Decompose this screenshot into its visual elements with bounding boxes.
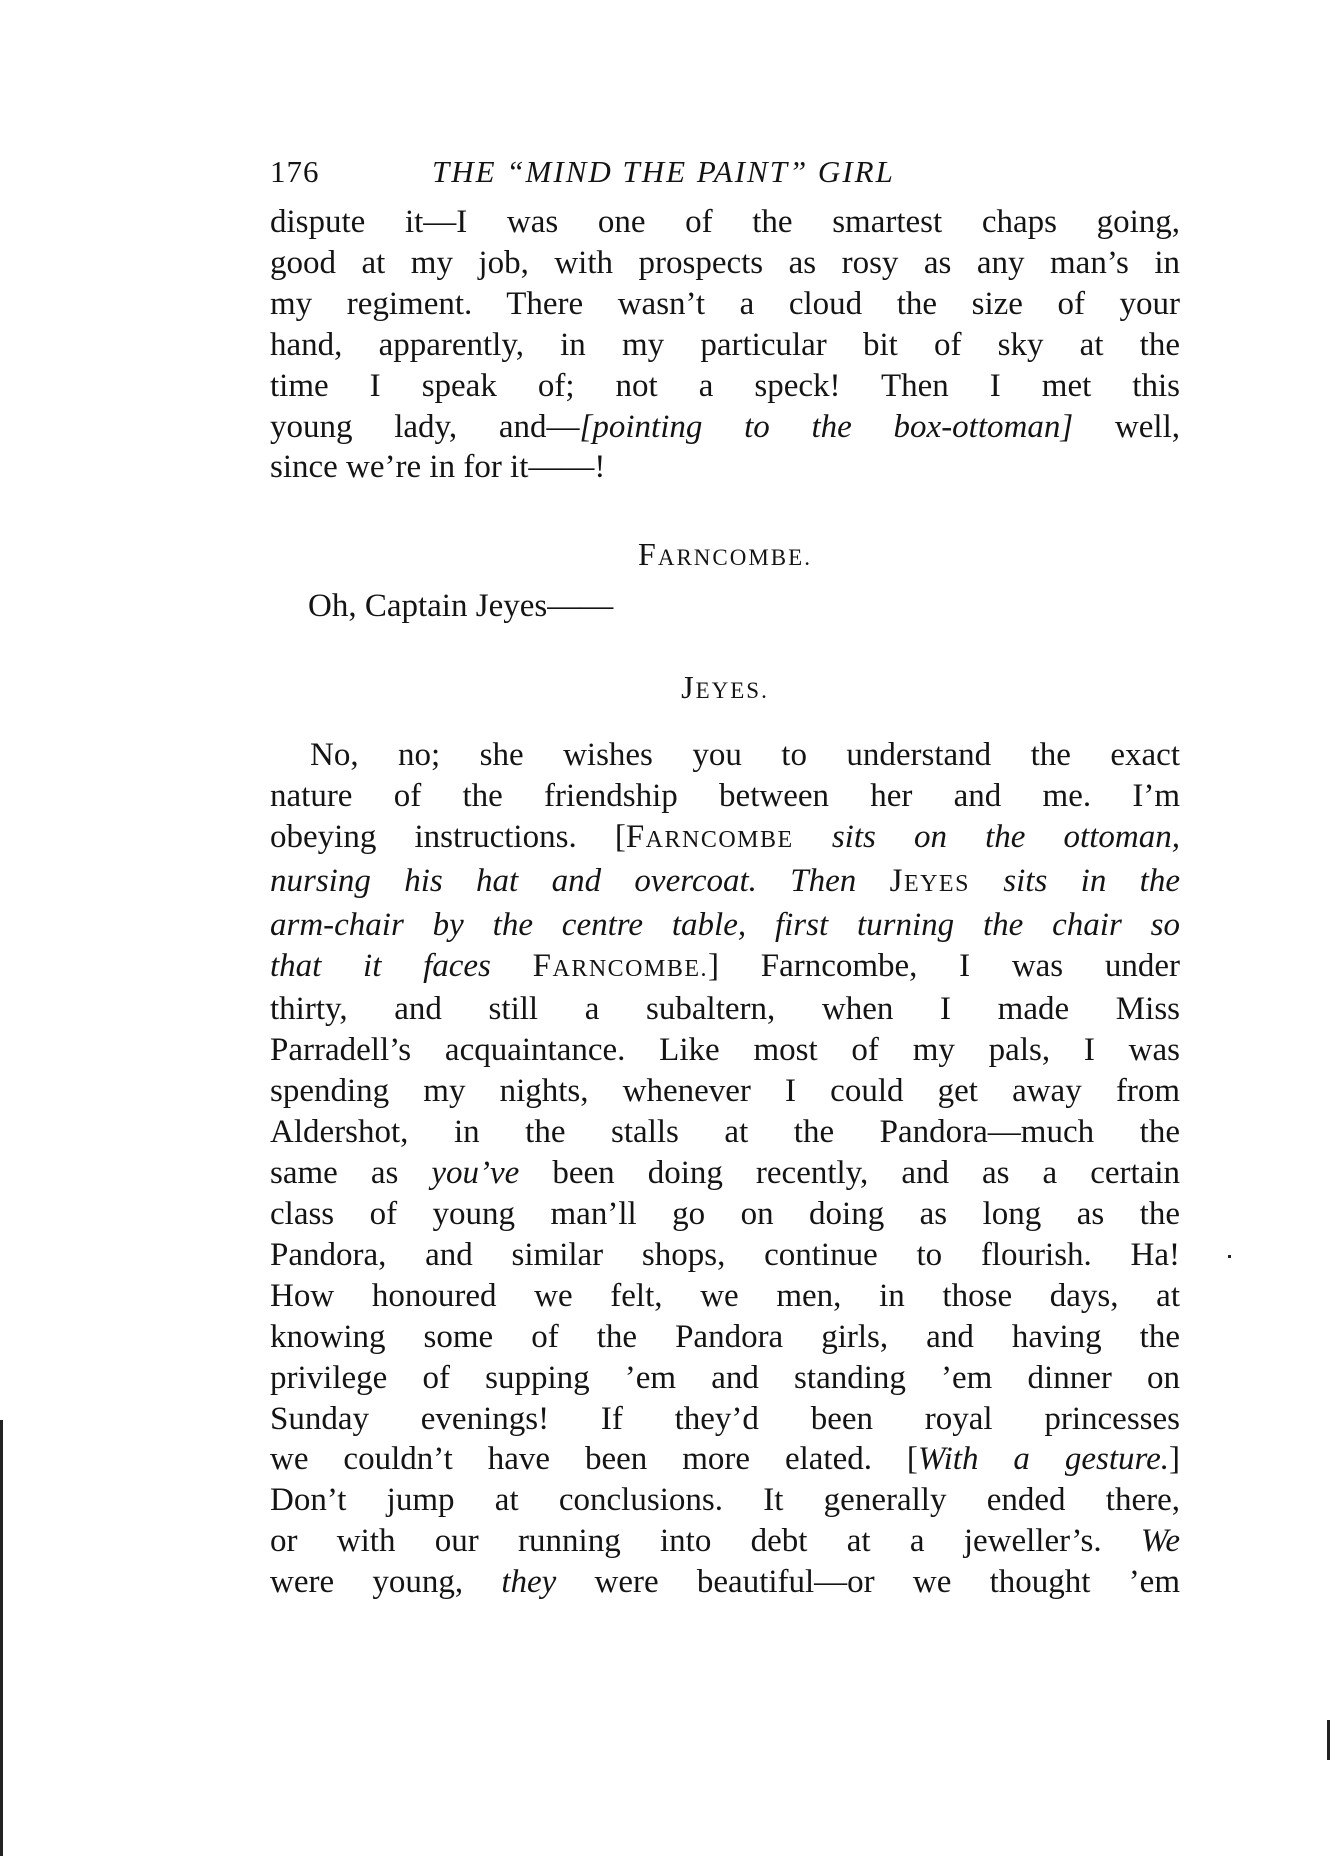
scan-edge-mark [0, 1420, 3, 1856]
text-line [270, 1439, 1180, 1480]
text-line: Don’t jump at conclusions. It generally ended there, [270, 1482, 1180, 1519]
speaker-initial: J [681, 669, 696, 705]
running-title: THE “MIND THE PAINT” GIRL [432, 154, 895, 189]
text-line [270, 946, 1180, 990]
text-run: ] Farncombe, I was under [708, 947, 1181, 984]
text-line: Parradell’s acquaintance. Like most of my pals, I was [270, 1032, 1180, 1069]
text-line [270, 861, 1180, 905]
speaker-heading-farncombe [270, 534, 1180, 578]
text-run: or with our running into debt at a jeweller’s. [270, 1523, 1141, 1560]
text-line: my regiment. There wasn’t a cloud the size of your [270, 285, 1180, 322]
name-rest: EYES [903, 870, 970, 897]
stage-direction: [pointing to the box-ottoman] [579, 408, 1074, 445]
paragraph-jeyes [270, 735, 1180, 1603]
stage-direction: nursing his hat and overcoat. Then [270, 862, 890, 899]
name-rest: ARNCOMBE [645, 826, 794, 853]
scan-edge-mark [1327, 1720, 1330, 1760]
text-line: privilege of supping ’em and standing ’em dinner on [270, 1359, 1180, 1396]
name-initial: F [532, 947, 553, 984]
page-number: 176 [270, 154, 320, 189]
stage-direction: sits in the [969, 862, 1180, 899]
stage-direction: sits on the ottoman, [793, 818, 1180, 855]
text-line: Sunday evenings! If they’d been royal princesses [270, 1400, 1180, 1437]
emphasis: they [501, 1564, 557, 1601]
running-head [270, 150, 1070, 194]
text-line: class of young man’ll go on doing as long as the [270, 1195, 1180, 1232]
text-run: we couldn’t have been more elated. [ [270, 1441, 918, 1478]
text-line: good at my job, with prospects as rosy as any man’s in [270, 244, 1180, 281]
text-run: were beautiful—or we thought ’em [556, 1564, 1180, 1601]
name-rest: ARNCOMBE. [552, 955, 709, 982]
paragraph-continued [270, 202, 1180, 488]
stage-direction: that it faces [270, 947, 533, 984]
speaker-initial: F [638, 536, 658, 572]
text-line: knowing some of the Pandora girls, and having the [270, 1318, 1180, 1355]
text-run: well, [1073, 408, 1180, 445]
text-line: Pandora, and similar shops, continue to flourish. Ha! [270, 1236, 1180, 1273]
text-run: were young, [270, 1564, 502, 1601]
text-line [270, 1562, 1180, 1603]
speaker-heading-jeyes [270, 667, 1180, 711]
character-name [625, 818, 794, 855]
text-run: been doing recently, and as a certain [519, 1155, 1181, 1192]
text-line: time I speak of; not a speck! Then I met this [270, 367, 1180, 404]
stage-direction: With a gesture. [917, 1441, 1170, 1478]
text-line [270, 1521, 1180, 1562]
text-run: obeying instructions. [ [270, 818, 626, 855]
text-line [270, 407, 1180, 448]
text-line [270, 1153, 1180, 1194]
text-line: spending my nights, whenever I could get away from [270, 1073, 1180, 1110]
text-line: dispute it—I was one of the smartest chaps going, [270, 204, 1180, 240]
text-line: arm-chair by the centre table, first turning the chair so [270, 906, 1180, 943]
text-run: same as [270, 1155, 432, 1192]
character-name [532, 947, 709, 984]
character-name [889, 862, 970, 899]
name-initial: J [889, 862, 904, 899]
scan-speck [1228, 1255, 1231, 1258]
farncombe-line: Oh, Captain Jeyes—— [308, 588, 614, 624]
text-line: hand, apparently, in my particular bit of sky at the [270, 326, 1180, 363]
text-line: How honoured we felt, we men, in those days, at [270, 1277, 1180, 1314]
speaker-rest: ARNCOMBE. [657, 545, 812, 570]
speaker-rest: EYES. [695, 678, 769, 703]
text-line: nature of the friendship between her and me. I’m [270, 777, 1180, 814]
text-line [270, 817, 1180, 861]
text-run: ] [1169, 1441, 1181, 1478]
text-line: No, no; she wishes you to understand the exact [310, 737, 1180, 773]
text-line: since we’re in for it——! [270, 449, 606, 486]
emphasis: We [1140, 1523, 1180, 1560]
text-run: young lady, and— [270, 408, 580, 445]
text-line: Aldershot, in the stalls at the Pandora—much the [270, 1114, 1180, 1151]
text-line: thirty, and still a subaltern, when I made Miss [270, 991, 1180, 1028]
emphasis: you’ve [431, 1155, 520, 1192]
name-initial: F [625, 818, 646, 855]
